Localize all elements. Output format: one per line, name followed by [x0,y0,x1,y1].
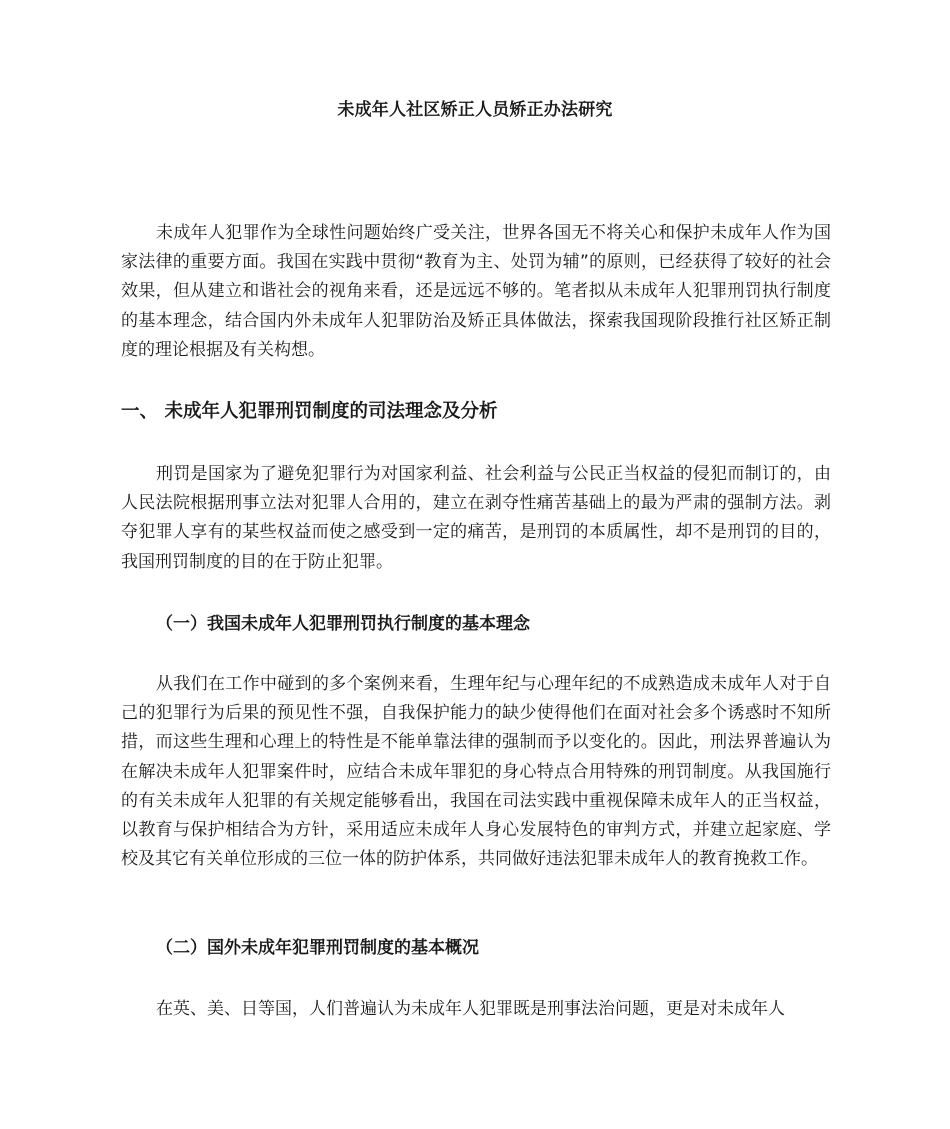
intro-paragraph: 未成年人犯罪作为全球性问题始终广受关注，世界各国无不将关心和保护未成年人作为国家法律的重要方面。我国在实践中贯彻“教育为主、处罚为辅”的原则，已经获得了较好的社会效果，但从建立和谐社会的视角来看，还是远远不够的。笔者拟从未成年人犯罪刑罚执行制度的基本理念，结合国内外未成年人犯罪防治及矫正具体做法，探索我国现阶段推行社区矫正制度的理论根据及有关构想。 [121,223,831,360]
document-title: 未成年人社区矫正人员矫正办法研究 [337,100,613,120]
section-heading: 一、 未成年人犯罪刑罚制度的司法理念及分析 [121,401,498,422]
subsection-paragraph: 从我们在工作中碰到的多个案例来看，生理年纪与心理年纪的不成熟造成未成年人对于自己的犯罪行为后果的预见性不强，自我保护能力的缺少使得他们在面对社会多个诱惑时不知所措，而这些生理和心理上的特性是不能单靠法律的强制而予以变化的。因此，刑法界普遍认为在解决未成年人犯罪案件时，应结合未成年罪犯的身心特点合用特殊的刑罚制度。从我国施行的有关未成年人犯罪的有关规定能够看出，我国在司法实践中重视保障未成年人的正当权益，以教育与保护相结合为方针，采用适应未成年人身心发展特色的审判方式，并建立起家庭、学校及其它有关单位形成的三位一体的防护体系，共同做好违法犯罪未成年人的教育挽救工作。 [121,674,831,870]
section-paragraph: 刑罚是国家为了避免犯罪行为对国家利益、社会利益与公民正当权益的侵犯而制订的，由人民法院根据刑事立法对犯罪人合用的，建立在剥夺性痛苦基础上的最为严肃的强制方法。剥夺犯罪人享有的某些权益而使之感受到一定的痛苦，是刑罚的本质属性，却不是刑罚的目的，我国刑罚制度的目的在于防止犯罪。 [121,464,831,572]
subsection-heading: （一）我国未成年人犯罪刑罚执行制度的基本理念 [156,614,530,634]
subsection-paragraph: 在英、美、日等国，人们普遍认为未成年人犯罪既是刑事法治问题，更是对未成年人 [156,999,785,1019]
subsection-heading: （二）国外未成年犯罪刑罚制度的基本概况 [156,938,479,958]
